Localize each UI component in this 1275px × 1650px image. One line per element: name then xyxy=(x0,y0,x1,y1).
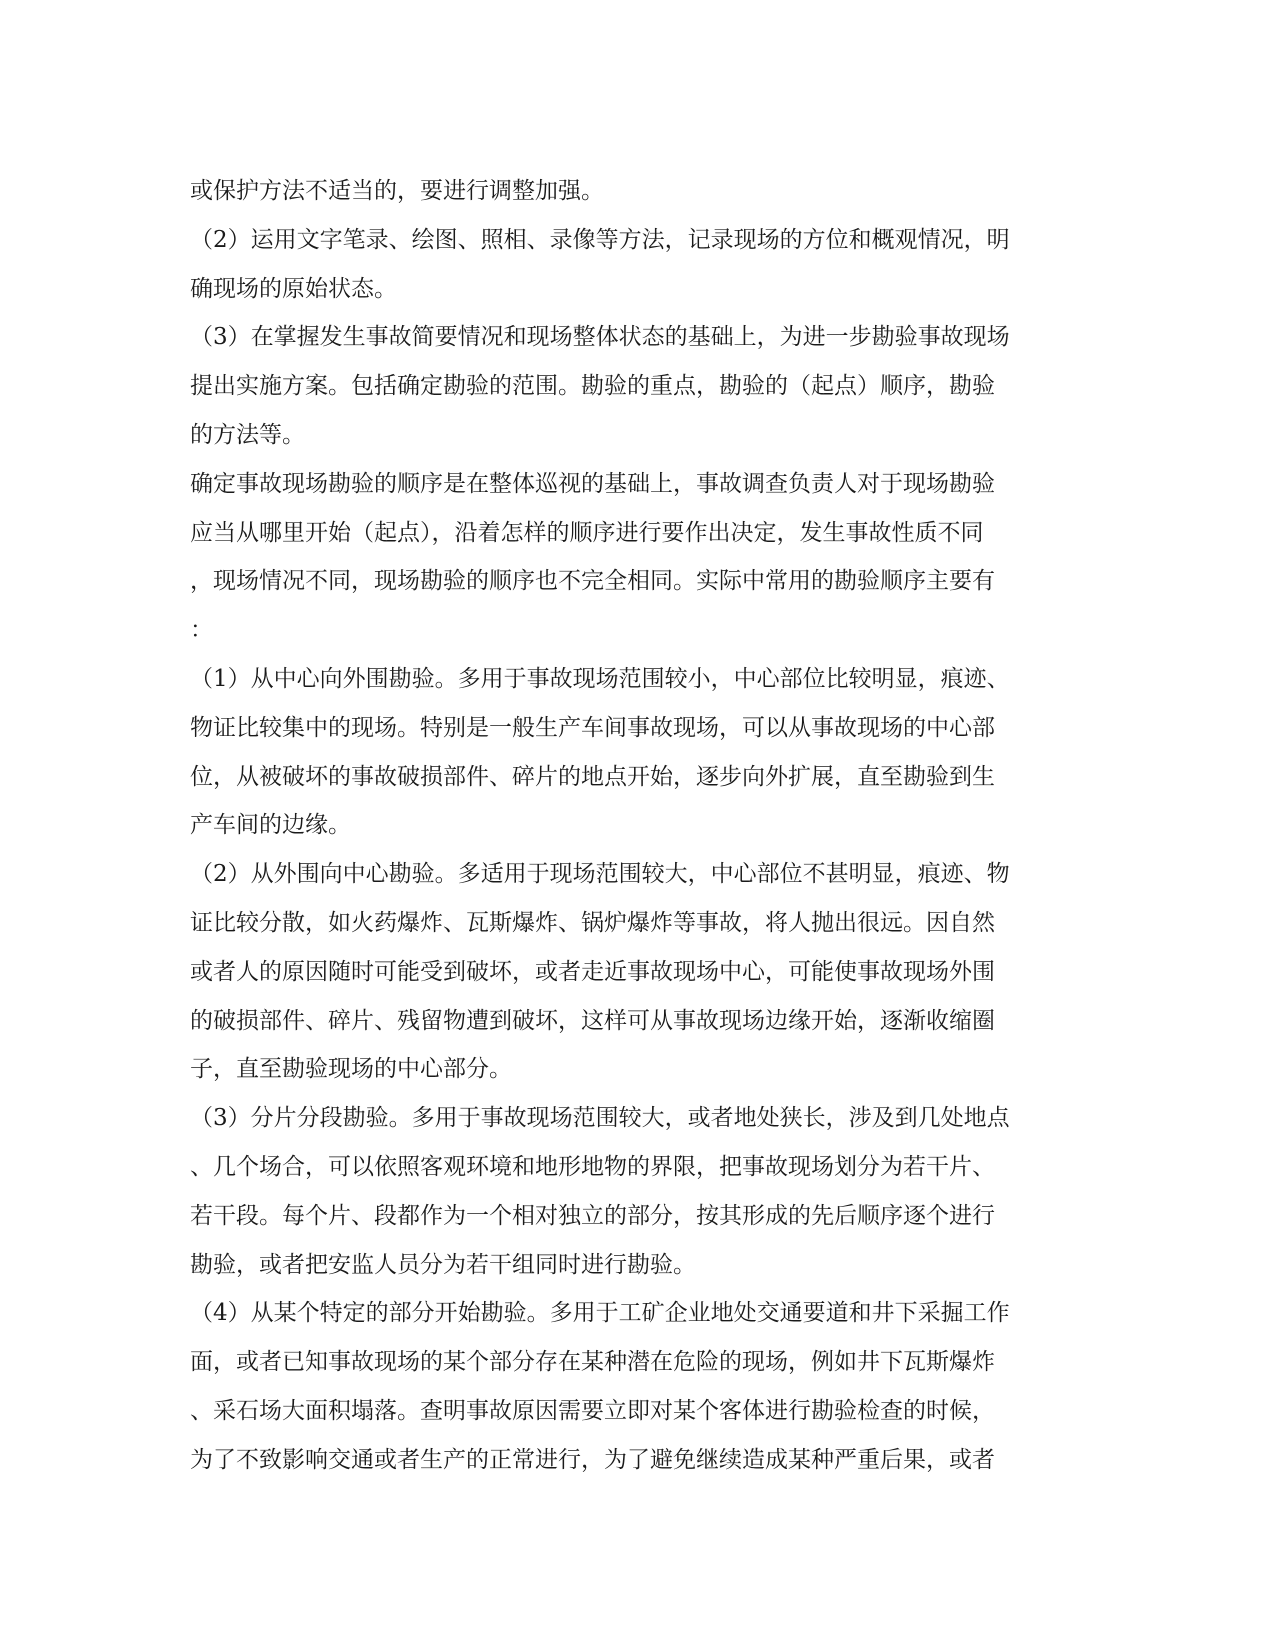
text-line: 若干段。每个片、段都作为一个相对独立的部分，按其形成的先后顺序逐个进行 xyxy=(190,1202,995,1229)
text-line: 的破损部件、碎片、残留物遭到破坏，这样可从事故现场边缘开始，逐渐收缩圈 xyxy=(190,1007,995,1034)
text-line: 或者人的原因随时可能受到破坏，或者走近事故现场中心，可能使事故现场外围 xyxy=(190,958,995,985)
text-line: 物证比较集中的现场。特别是一般生产车间事故现场，可以从事故现场的中心部 xyxy=(190,714,995,741)
text-line: 产车间的边缘。 xyxy=(190,812,351,839)
text-line: （3）在掌握发生事故简要情况和现场整体状态的基础上，为进一步勘验事故现场 xyxy=(190,324,1010,351)
text-line: （2）从外围向中心勘验。多适用于现场范围较大，中心部位不甚明显，痕迹、物 xyxy=(190,861,1010,888)
text-line: 确定事故现场勘验的顺序是在整体巡视的基础上，事故调查负责人对于现场勘验 xyxy=(190,470,995,497)
text-line: 应当从哪里开始（起点），沿着怎样的顺序进行要作出决定，发生事故性质不同 xyxy=(190,519,984,546)
text-line: 证比较分散，如火药爆炸、瓦斯爆炸、锅炉爆炸等事故，将人抛出很远。因自然 xyxy=(190,909,995,936)
text-line: 为了不致影响交通或者生产的正常进行，为了避免继续造成某种严重后果，或者 xyxy=(190,1446,995,1473)
text-line: 的方法等。 xyxy=(190,421,305,448)
document-body xyxy=(190,167,1090,1485)
text-line: 子，直至勘验现场的中心部分。 xyxy=(190,1056,512,1083)
text-line: 、采石场大面积塌落。查明事故原因需要立即对某个客体进行勘验检查的时候， xyxy=(190,1397,995,1424)
text-line: 确现场的原始状态。 xyxy=(190,275,397,302)
text-line: 提出实施方案。包括确定勘验的范围。勘验的重点，勘验的（起点）顺序，勘验 xyxy=(190,373,995,400)
text-line: （4）从某个特定的部分开始勘验。多用于工矿企业地处交通要道和井下采掘工作 xyxy=(190,1300,1010,1327)
text-line: 面，或者已知事故现场的某个部分存在某种潜在危险的现场，例如井下瓦斯爆炸 xyxy=(190,1349,995,1376)
text-line: ，现场情况不同，现场勘验的顺序也不完全相同。实际中常用的勘验顺序主要有 xyxy=(190,568,995,595)
text-line: （3）分片分段勘验。多用于事故现场范围较大，或者地处狭长，涉及到几处地点 xyxy=(190,1105,1010,1132)
text-line: 位，从被破坏的事故破损部件、碎片的地点开始，逐步向外扩展，直至勘验到生 xyxy=(190,763,995,790)
text-line: 或保护方法不适当的，要进行调整加强。 xyxy=(190,178,604,204)
text-line: ： xyxy=(190,617,213,644)
text-line: （2）运用文字笔录、绘图、照相、录像等方法，记录现场的方位和概观情况，明 xyxy=(190,226,1010,253)
text-line: （1）从中心向外围勘验。多用于事故现场范围较小，中心部位比较明显，痕迹、 xyxy=(190,665,1010,692)
text-line: 勘验，或者把安监人员分为若干组同时进行勘验。 xyxy=(190,1251,696,1278)
text-line: 、几个场合，可以依照客观环境和地形地物的界限，把事故现场划分为若干片、 xyxy=(190,1153,995,1180)
